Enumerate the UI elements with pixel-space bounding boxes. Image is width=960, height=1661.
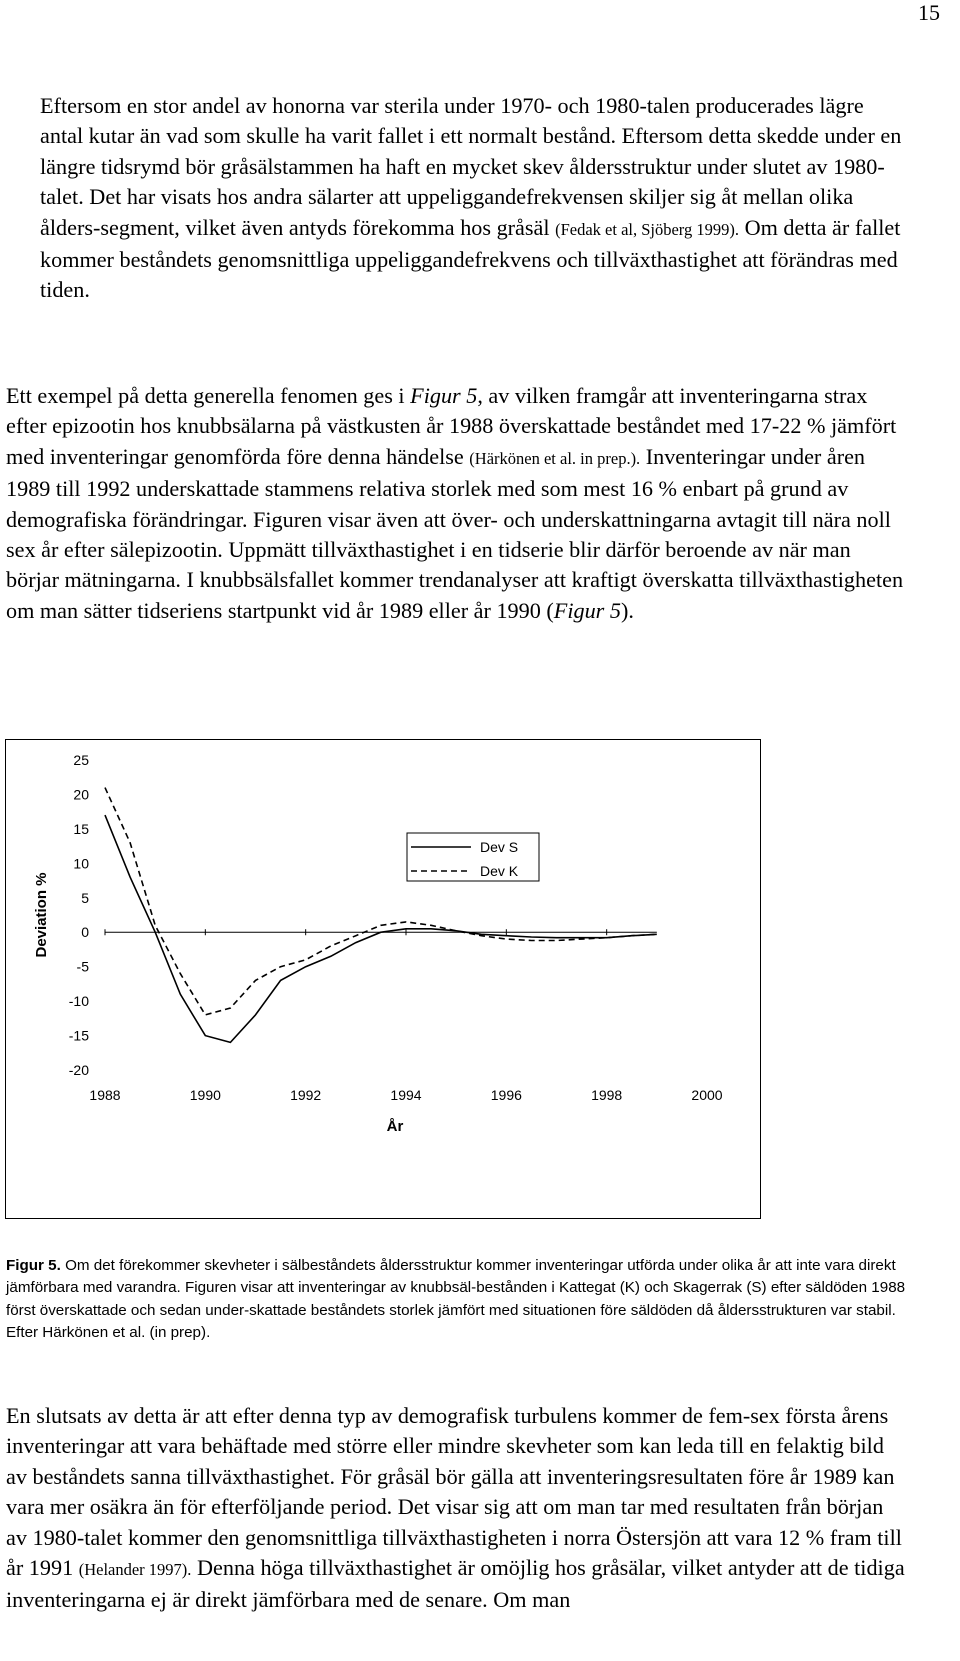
y-tick-label: -10 [68,993,89,1010]
y-axis-title: Deviation % [33,872,50,958]
citation: (Helander 1997). [78,1560,192,1580]
series-line-dev-k [105,788,657,1015]
y-tick-label: 10 [73,855,89,872]
figure-reference: Figur 5 [410,383,478,408]
paragraph-2-text-d: ). [620,597,634,623]
x-tick-label: 1988 [89,1087,121,1103]
paragraph-1-text-a: Eftersom en stor andel av honorna var sterila under 1970- och 1980-talen producerades lägre antal kutar än vad som skulle ha varit fallet i ett normalt bestånd. Eftersom detta skedde under en längre tidsrymd bör gråsälstammen ha haft en mycket skev åldersstruktur under slutet av 1980-talet. [40,93,902,210]
series-line-dev-s [105,815,657,1042]
legend-label: Dev S [480,839,519,855]
citation: (Härkönen et al. in prep.). [469,448,641,468]
page-number: 15 [918,0,940,25]
paragraph-3 [6,1401,906,1616]
chart-svg [6,740,762,1220]
x-tick-label: 1996 [490,1087,522,1103]
paragraph-3-text-a: En slutsats av detta är att efter denna typ av demografisk turbulens kommer de fem-sex första årens inventeringar att vara behäftade med större eller mindre skevheter som kan leda till en felaktig bild av beståndets sanna tillväxthastighet. För gråsäl bör gälla att inventeringsresultaten före år 1989 kan vara mer osäkra än för efterföljande period. Det visar sig att om man tar med resultaten från början av 1980-talet kommer den genomsnittliga tillväxthastigheten i norra Östersjön att vara 12 % fram till år 1991 [6,1403,902,1581]
y-tick-label: -15 [68,1027,89,1044]
y-tick-label: 25 [73,752,89,768]
y-tick-label: -5 [76,958,89,975]
x-tick-label: 1990 [189,1087,221,1103]
x-tick-label: 1998 [591,1087,623,1103]
caption-label: Figur 5. [6,1257,61,1274]
legend-label: Dev K [480,863,519,879]
paragraph-1 [40,91,910,306]
x-tick-label: 2000 [691,1087,723,1103]
y-tick-label: 0 [81,924,89,941]
figure-reference: Figur 5 [553,597,621,623]
legend-box [407,833,539,881]
paragraph-1-text-b: Det har visats hos andra sälarter att uppeliggandefrekvensen skiljer sig åt mellan olika ålders-segment, vilket även antyds förekomma hos gråsäl [40,184,854,240]
paragraph-1-text-c: Om detta är fallet kommer beståndets genomsnittliga uppeliggandefrekvens och tillväxthastighet att förändras med tiden. [40,214,901,303]
citation: (Fedak et al, Sjöberg 1999). [555,219,740,239]
x-axis-title: År [386,1118,404,1135]
caption-text: Om det förekommer skevheter i sälbeståndets åldersstruktur kommer inventeringar utförda under olika år att inte vara direkt jämförbara med varandra. Figuren visar att inventeringar av knubbsäl-bestånden i Kattegat (K) och Skagerrak (S) efter säldöden 1988 först överskattade och sedan under-skattade beståndets storlek jämfört med situationen före säldöden då åldersstrukturen var stabil. Efter Härkönen et al. (in prep). [6,1257,906,1341]
paragraph-2-text-a: Ett exempel på detta generella fenomen ges i [6,383,411,408]
y-tick-label: -20 [68,1062,89,1078]
y-tick-label: 20 [73,786,89,803]
paragraph-2 [6,381,906,626]
x-tick-label: 1992 [290,1087,322,1103]
figure-5-chart [5,739,761,1219]
y-tick-label: 15 [73,820,89,837]
paragraph-2-text-c: Inventeringar under åren 1989 till 1992 underskattade stammens relativa storlek med som mest 16 % enbart på grund av demografiska förändringar. Figuren visar även att över- och underskattningarna avtagit till nära noll sex år efter sälepizootin. Uppmätt tillväxthastighet i en tidserie blir därför beroende av när man börjar mätningarna. I knubbsälsfallet kommer trendanalyser att kraftigt överskatta tillväxthastigheten om man sätter tidseriens startpunkt vid år 1989 eller år 1990 ( [6,443,904,623]
x-tick-label: 1994 [390,1087,422,1103]
y-tick-label: 5 [81,889,89,906]
figure-caption [6,1255,926,1344]
paragraph-3-text-b: Denna höga tillväxthastighet är omöjlig hos gråsälar, vilket antyder att de tidiga inventeringarna ej är direkt jämförbara med de senare. Om man [6,1555,905,1613]
paragraph-2-text-b: , av vilken framgår att inventeringarna strax efter epizootin hos knubbsälarna på västkusten år 1988 överskattade beståndet med 17-22 % jämfört med inventeringar genomförda före denna händelse [6,383,897,469]
